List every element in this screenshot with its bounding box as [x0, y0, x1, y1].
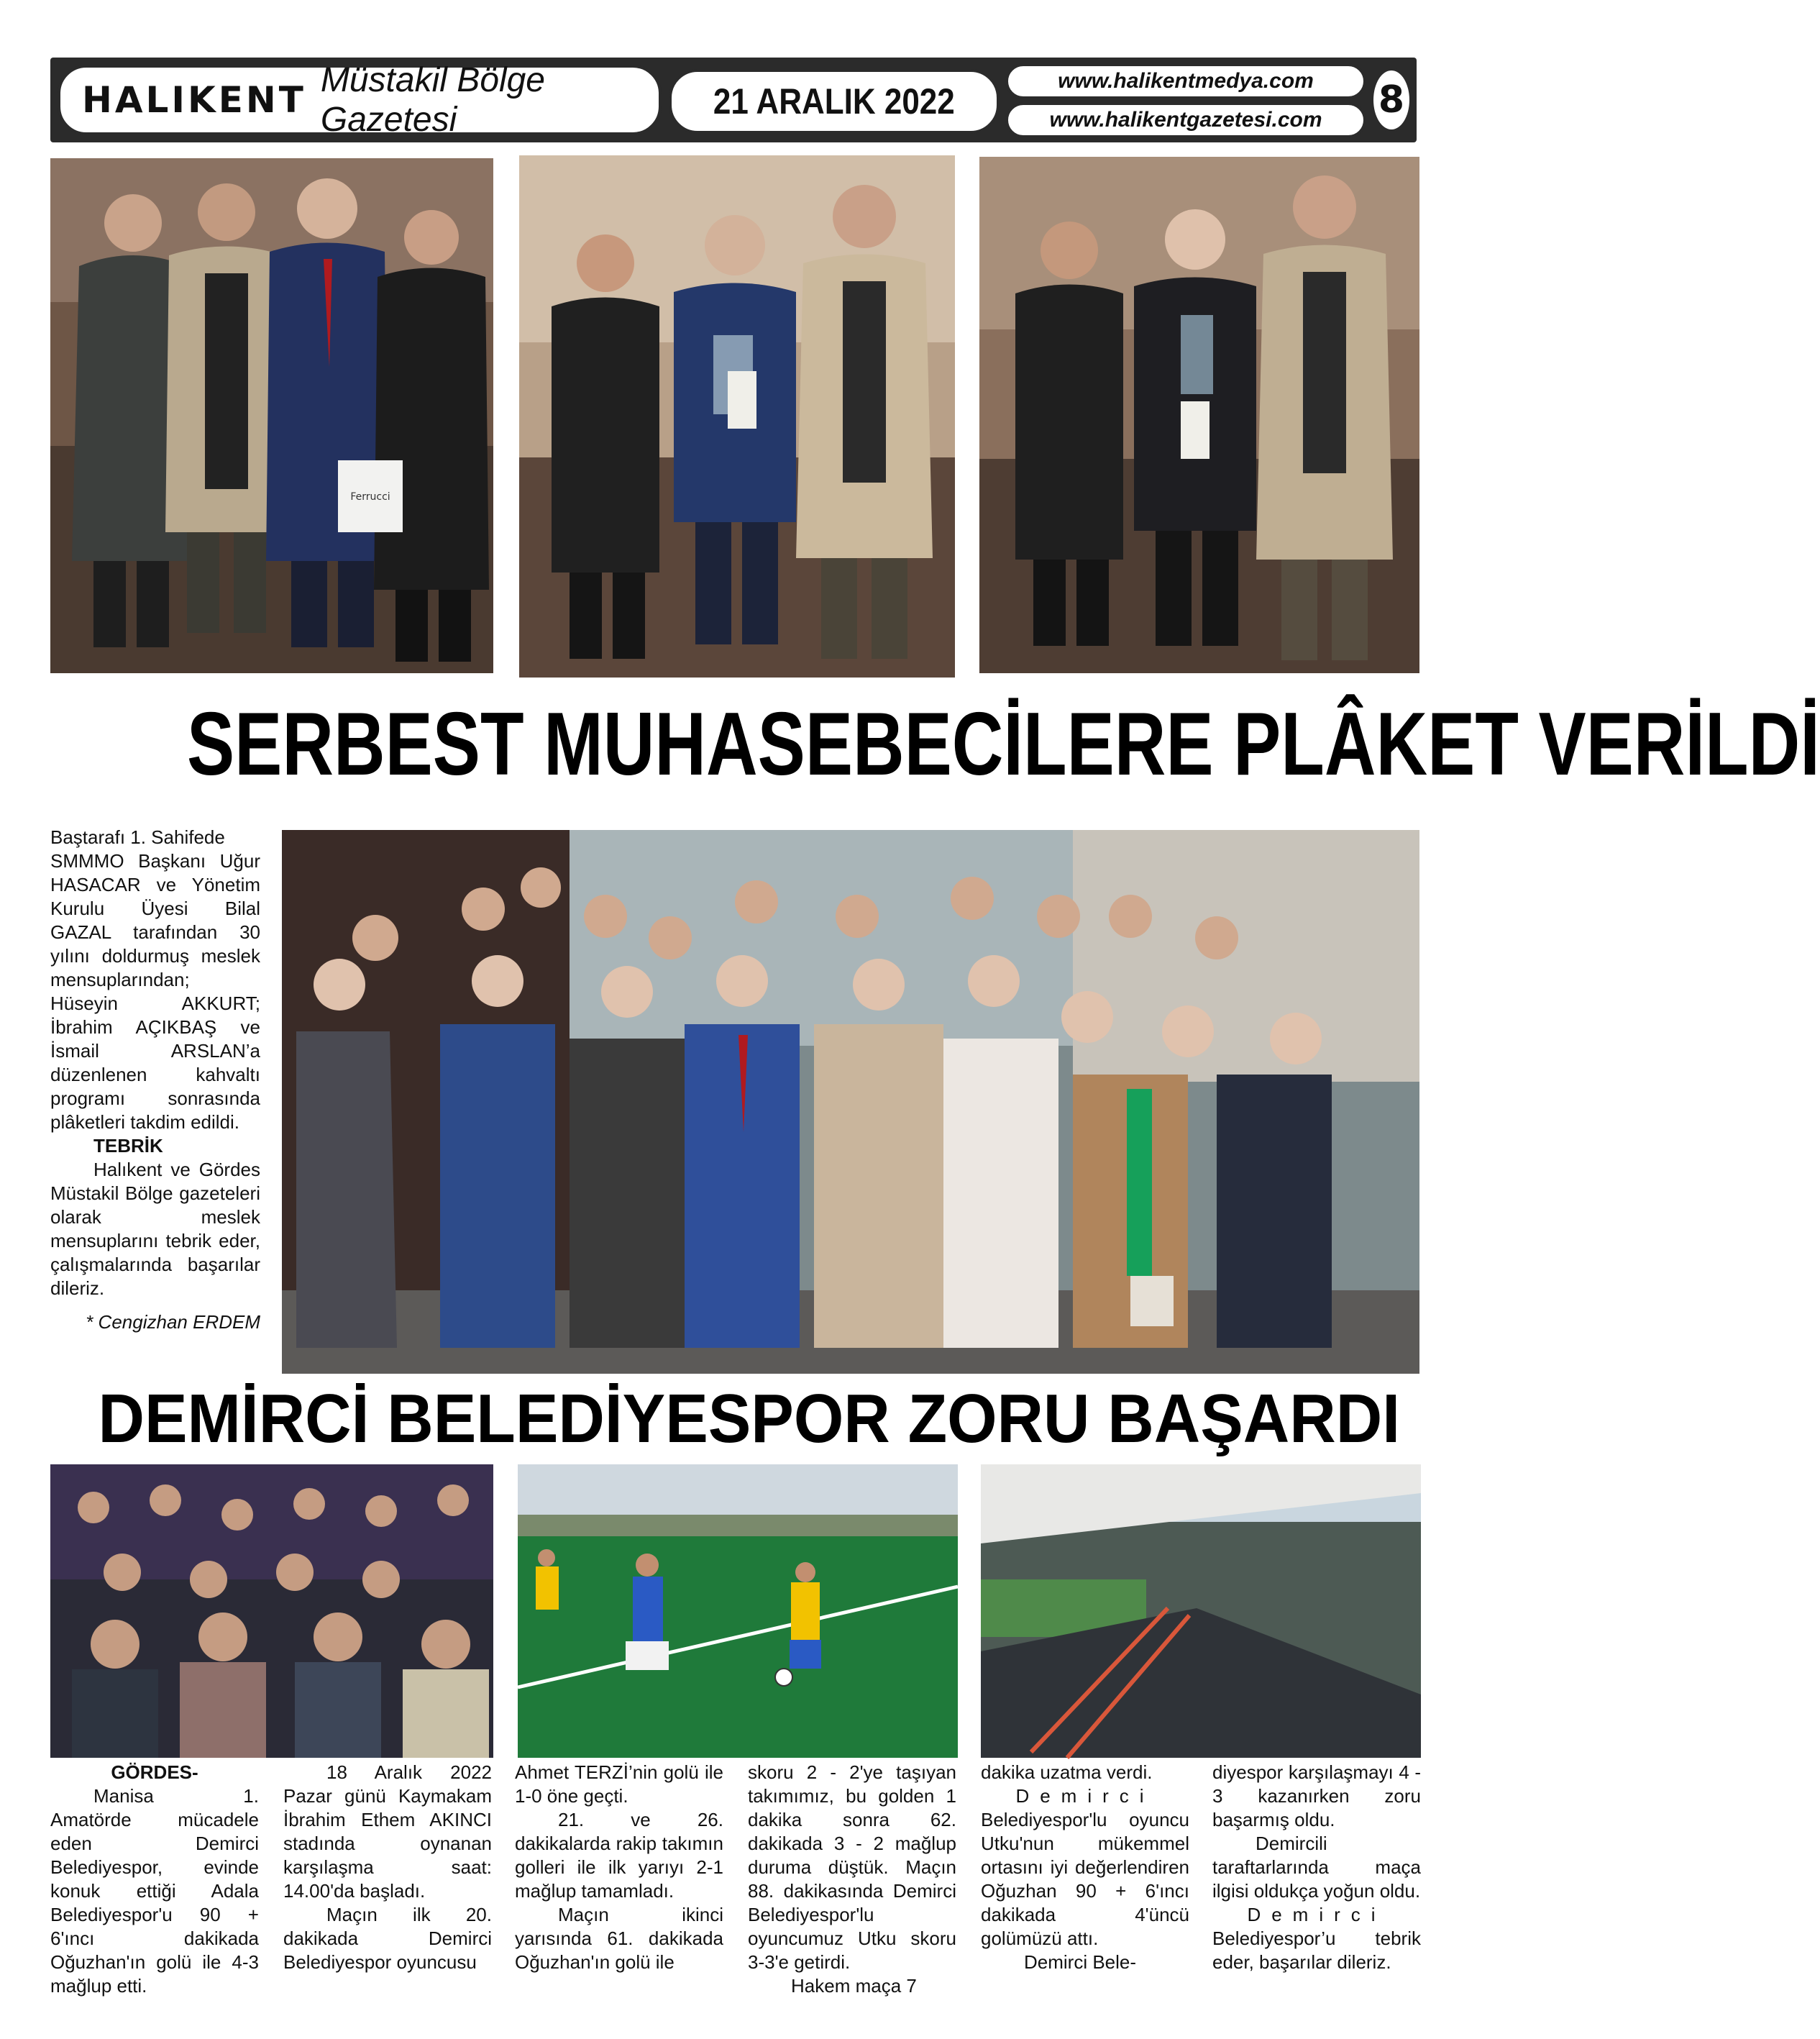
url-pill-1[interactable]: [1005, 63, 1366, 99]
article-paragraph: Maçın ilk 20. dakikada Demirci Belediyespor oyuncusu: [283, 1904, 492, 1973]
page-number-badge: [1371, 68, 1412, 132]
url-pill-2[interactable]: [1005, 102, 1366, 138]
page-number: 8: [1378, 78, 1405, 122]
newspaper-subtitle: Müstakil Bölge Gazetesi: [320, 61, 545, 139]
headline-plaque-ceremony: SERBEST MUHASEBECİLERE PLÂKET VERİLDİ: [187, 695, 1820, 794]
website-link-1[interactable]: www.halikentmedya.com: [1058, 69, 1314, 93]
article-paragraph: Halıkent ve Gördes Müstakil Bölge gazeteleri olarak meslek mensuplarını tebrik eder, çalışmalarında başarılar dileriz.: [50, 1159, 260, 1299]
photo-match-action: [518, 1464, 958, 1758]
website-link-2[interactable]: www.halikentgazetesi.com: [1049, 108, 1322, 132]
article-paragraph: dakika uzatma verdi.: [981, 1761, 1153, 1783]
article-column-1: [50, 1761, 259, 1998]
article-text: Belediyespor'lu oyuncu Utku'nun mükemmel ortasını iyi değerlendiren Oğuzhan 90 + 6'ıncı dakikada 4'üncü golümüzü attı.: [981, 1809, 1189, 1949]
article-paragraph: Ahmet TERZİ’nin golü ile 1-0 öne geçti.: [515, 1761, 723, 1807]
article-subhead: TEBRİK: [93, 1135, 163, 1157]
article-column-3: [515, 1761, 723, 1974]
article-paragraph: [1212, 1903, 1421, 1974]
author-byline: * Cengizhan ERDEM: [86, 1311, 260, 1333]
article-plaque-body: [50, 826, 260, 1334]
article-column-6: [1212, 1761, 1421, 1974]
spaced-team-name: Demirci: [1015, 1785, 1155, 1807]
brand-pill: [58, 61, 662, 139]
photo-plaque-group-1: [50, 158, 493, 673]
bag-logo: Ferrucci: [350, 491, 390, 503]
photo-spectators-closeup: [50, 1464, 493, 1758]
headline-football-match: DEMİRCİ BELEDİYESPOR ZORU BAŞARDI: [98, 1380, 1401, 1457]
article-paragraph: Hakem maça 7: [791, 1975, 917, 1997]
spaced-team-name: Demirci: [1247, 1904, 1386, 1925]
article-column-4: [748, 1761, 956, 1998]
article-paragraph: Demirci Bele-: [1024, 1951, 1137, 1973]
photo-plaque-group-3: [979, 157, 1419, 673]
article-paragraph: 21. ve 26. dakikalarda rakip takımın golleri ile ilk yarıyı 2-1 mağlup tamamladı.: [515, 1809, 723, 1902]
continued-from-note: Baştarafı 1. Sahifede: [50, 826, 225, 848]
article-column-2: [283, 1761, 492, 1974]
article-paragraph: Demircili taraftarlarında maça ilgisi oldukça yoğun oldu.: [1212, 1833, 1421, 1902]
date-pill: [669, 69, 1000, 134]
photo-plaque-group-2: [519, 155, 955, 678]
photo-stadium-stands: [981, 1464, 1421, 1758]
issue-date: 21 ARALIK 2022: [713, 81, 955, 122]
article-column-5: [981, 1761, 1189, 1974]
photo-large-group: [282, 830, 1419, 1374]
article-paragraph: [981, 1784, 1189, 1951]
article-text: Belediyespor’u tebrik eder, başarılar dileriz.: [1212, 1928, 1421, 1973]
article-paragraph: skoru 2 - 2'ye taşıyan takımımız, bu golden 1 dakika sonra 62. dakikada 3 - 2 mağlup duruma düştük. Maçın 88. dakikasında Demirci Belediyespor'lu oyuncumuz Utku skoru 3-3'e getirdi.: [748, 1761, 956, 1973]
dateline: GÖRDES-: [111, 1761, 198, 1783]
newspaper-name: HALIKENT: [82, 79, 306, 121]
article-paragraph: 18 Aralık 2022 Pazar günü Kaymakam İbrahim Ethem AKINCI stadında oynanan karşılaşma saat: 14.00'da başladı.: [283, 1761, 492, 1902]
article-paragraph: Manisa 1. Amatörde mücadele eden Demirci Belediyespor, evinde konuk ettiği Adala Belediyespor'u 90 + 6'ıncı dakikada Oğuzhan'ın golü ile 4-3 mağlup etti.: [50, 1785, 259, 1997]
article-paragraph: diyespor karşılaşmayı 4 - 3 kazanırken zoru başarmış oldu.: [1212, 1761, 1421, 1830]
article-paragraph: Maçın ikinci yarısında 61. dakikada Oğuzhan'ın golü ile: [515, 1904, 723, 1973]
masthead: [50, 58, 1417, 142]
article-paragraph: SMMMO Başkanı Uğur HASACAR ve Yönetim Kurulu Üyesi Bilal GAZAL tarafından 30 yılını doldurmuş meslek mensuplarından; Hüseyin AKKURT; İbrahim AÇIKBAŞ ve İsmail ARSLAN’a düzenlenen kahvaltı programı sonrasında plâketleri takdim edildi.: [50, 850, 260, 1133]
